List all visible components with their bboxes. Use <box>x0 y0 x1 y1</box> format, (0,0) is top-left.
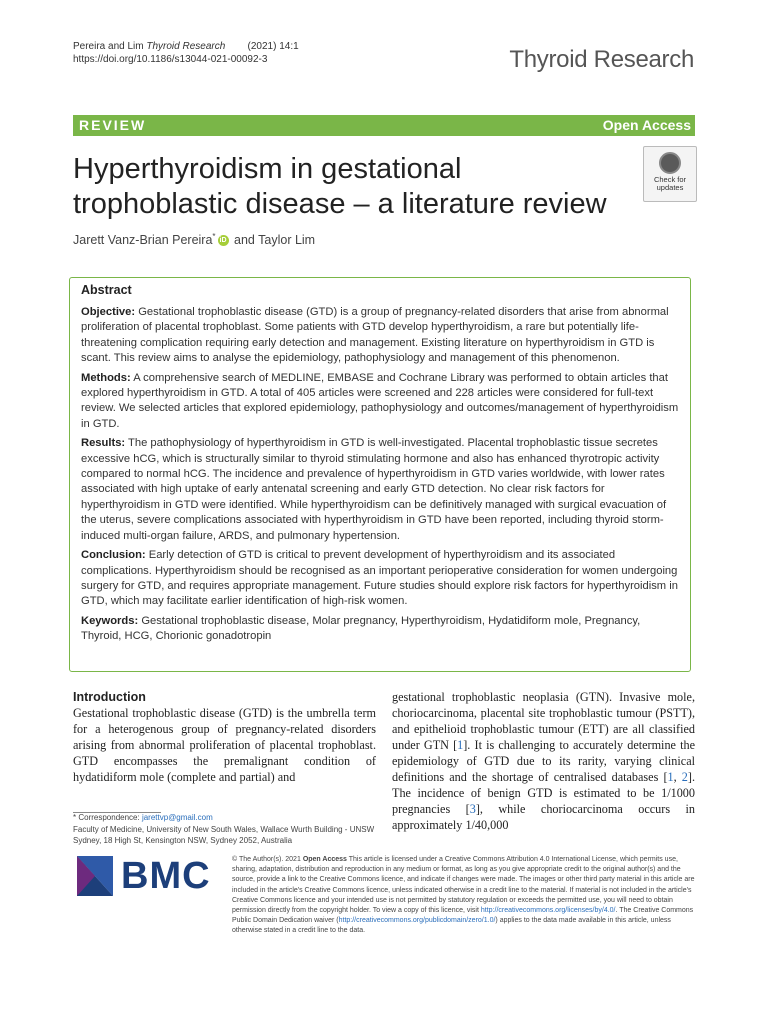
article-type-band <box>73 115 695 136</box>
header-authors: Pereira and Lim <box>73 41 144 52</box>
cc-by-link[interactable]: http://creativecommons.org/licenses/by/4.0/ <box>480 907 616 915</box>
article-title: Hyperthyroidism in gestational trophoblastic disease – a literature review <box>73 153 607 220</box>
abstract-body <box>81 305 681 649</box>
objective-text: Gestational trophoblastic disease (GTD) is a group of pregnancy-related disorders that arise from abnormal proliferation of placental trophoblast. Some patients with GTD develop hyperthyroidism, a rare but potentially life-threatening complication requiring early detection and management. Existing literature on hyperthyroidism in GTD is scant. This review aims to analyse the epidemiology, pathophysiology and management of this phenomenon. <box>81 306 669 365</box>
article-type-label: REVIEW <box>79 117 147 133</box>
bmc-logo-icon <box>73 852 117 900</box>
intro-text: ]. It is challenging to accurately determine the epidemiology of GTD due to its rarity, varying clinical definitions and the shortage of centralised databases [ <box>392 738 695 784</box>
license-body: ) applies to the data made available in this article, unless otherwise stated in a credit line to the data. <box>232 917 671 935</box>
journal-title: Thyroid Research <box>509 46 694 73</box>
author-name: Taylor Lim <box>258 233 316 248</box>
keywords-label: Keywords: <box>81 614 139 627</box>
correspondence-label: * Correspondence: <box>73 813 140 822</box>
correspondence-email[interactable]: jarettvp@gmail.com <box>141 813 213 822</box>
check-updates-icon <box>659 152 681 174</box>
bmc-logo <box>73 852 218 902</box>
abstract-keywords <box>81 614 681 645</box>
results-text: The pathophysiology of hyperthyroidism in GTD is well-investigated. Placental trophoblastic tissue secretes excessive hCG, which is structurally similar to thyroid stimulating hormone and also has enhanced thyrotropic activity compared to normal hCG. The incidence and prevalence of hyperthyroidism in GTD varies worldwide, with lower rates associated with high uptake of early antenatal screening and early GTD detection. No clear risk factors for hyperthyroidism in GTD were identified. While hyperthyroidism can be definitively managed with surgical evacuation of the uterus, severe complications associated with hyperthyroidism in GTD have been reported, including thyroid storm-induced multi-organ failure, ARDS, and pulmonary hypertension. <box>81 437 667 542</box>
author-conjunction: and <box>234 233 255 248</box>
cc-zero-link[interactable]: http://creativecommons.org/publicdomain/zero/1.0/ <box>338 917 496 925</box>
abstract-methods <box>81 371 681 433</box>
intro-column-1: Gestational trophoblastic disease (GTD) is the umbrella term for a heterogenous group of pregnancy-related disorders arising from abnormal proliferation of placental trophoblast. GTD encompasses the premalignant condition of hydatidiform mole (complete and partial) and <box>73 706 376 784</box>
affiliation: Faculty of Medicine, University of New South Wales, Wallace Wurth Building - UNSW Sydney, 18 High St, Kensington NSW, Sydney 2052, Australia <box>73 824 375 845</box>
keywords-text: Gestational trophoblastic disease, Molar pregnancy, Hyperthyroidism, Hydatidiform mole, Pregnancy, Thyroid, HCG, Chorionic gonadotropin <box>81 614 641 643</box>
check-for-updates-badge[interactable] <box>643 146 697 202</box>
abstract-objective <box>81 305 681 367</box>
intro-column-2 <box>392 689 695 833</box>
doi-link[interactable]: https://doi.org/10.1186/s13044-021-00092-3 <box>73 54 268 65</box>
intro-text: ]. The incidence of benign GTD is estimated to be 1/1000 pregnancies [ <box>392 770 695 816</box>
citation-link[interactable]: 1 <box>667 770 674 784</box>
license-body: . The Creative Commons Public Domain Dedication waiver ( <box>232 907 694 925</box>
license-text <box>232 855 695 937</box>
orcid-icon[interactable]: iD <box>219 237 227 245</box>
correspondence-block <box>73 812 383 847</box>
abstract-conclusion <box>81 548 681 610</box>
conclusion-text: Early detection of GTD is critical to prevent development of hyperthyroidism and its associated complications. Hyperthyroidism should be recognised as an important perioperative consideration for women undergoing surgery for GTD, and requires appropriate management. Future studies should explore risk factors for hyperthyroidism in GTD, which may facilitate earlier identification of high-risk women. <box>81 549 678 608</box>
author-line <box>73 232 315 247</box>
citation-link[interactable]: 3 <box>469 802 476 816</box>
header-year-volume: (2021) 14:1 <box>247 41 299 52</box>
conclusion-label: Conclusion: <box>81 549 146 562</box>
citation-separator: , <box>673 770 682 784</box>
intro-text: gestational trophoblastic neoplasia (GTN). Invasive mole, choriocarcinoma, placental site trophoblastic tumour (PSTT), and epithelioid trophoblastic tumour (ETT) are all classified under GTN [ <box>392 690 695 752</box>
abstract-results <box>81 436 681 544</box>
check-updates-text: Check for updates <box>653 175 687 192</box>
objective-label: Objective: <box>81 306 136 318</box>
intro-text: ], while choriocarcinoma occurs in approximately 1/40,000 <box>392 802 695 832</box>
results-label: Results: <box>81 437 126 450</box>
header-journal: Thyroid Research <box>146 41 226 52</box>
citation-link[interactable]: 2 <box>681 770 688 784</box>
methods-label: Methods: <box>81 371 131 384</box>
citation-link[interactable]: 1 <box>457 738 464 752</box>
copyright: © The Author(s). 2021 <box>232 856 301 863</box>
license-body: This article is licensed under a Creative Commons Attribution 4.0 International License, which permits use, sharing, adaptation, distribution and reproduction in any medium or format, as long as you give appropriate credit to the original author(s) and the source, provide a link to the Creative Commons licence, and indicate if changes were made. The images or other third party material in this article are included in the article's Creative Commons licence, unless indicated otherwise in a credit line to the material. If material is not included in the article's Creative Commons licence and your intended use is not permitted by statutory regulation or exceeds the permitted use, you will need to obtain permission directly from the copyright holder. To view a copy of this licence, visit <box>232 856 695 915</box>
introduction-heading: Introduction <box>73 690 146 704</box>
bmc-logo-text: BMC <box>121 855 211 897</box>
running-header <box>73 40 299 66</box>
open-access-label: Open Access <box>602 117 691 133</box>
author-name: Jarett Vanz-Brian Pereira <box>73 233 213 248</box>
license-open-access: Open Access <box>302 856 347 863</box>
methods-text: A comprehensive search of MEDLINE, EMBASE and Cochrane Library was performed to obtain articles that explored hyperthyroidism in GTD. A total of 405 articles were screened and 228 articles were considered for full-text review. We selected articles that explored epidemiology, pathophysiology and outcomes/management of hyperthyroidism in GTD. <box>81 371 679 430</box>
corresponding-mark: * <box>212 232 216 241</box>
abstract-heading: Abstract <box>81 283 132 297</box>
